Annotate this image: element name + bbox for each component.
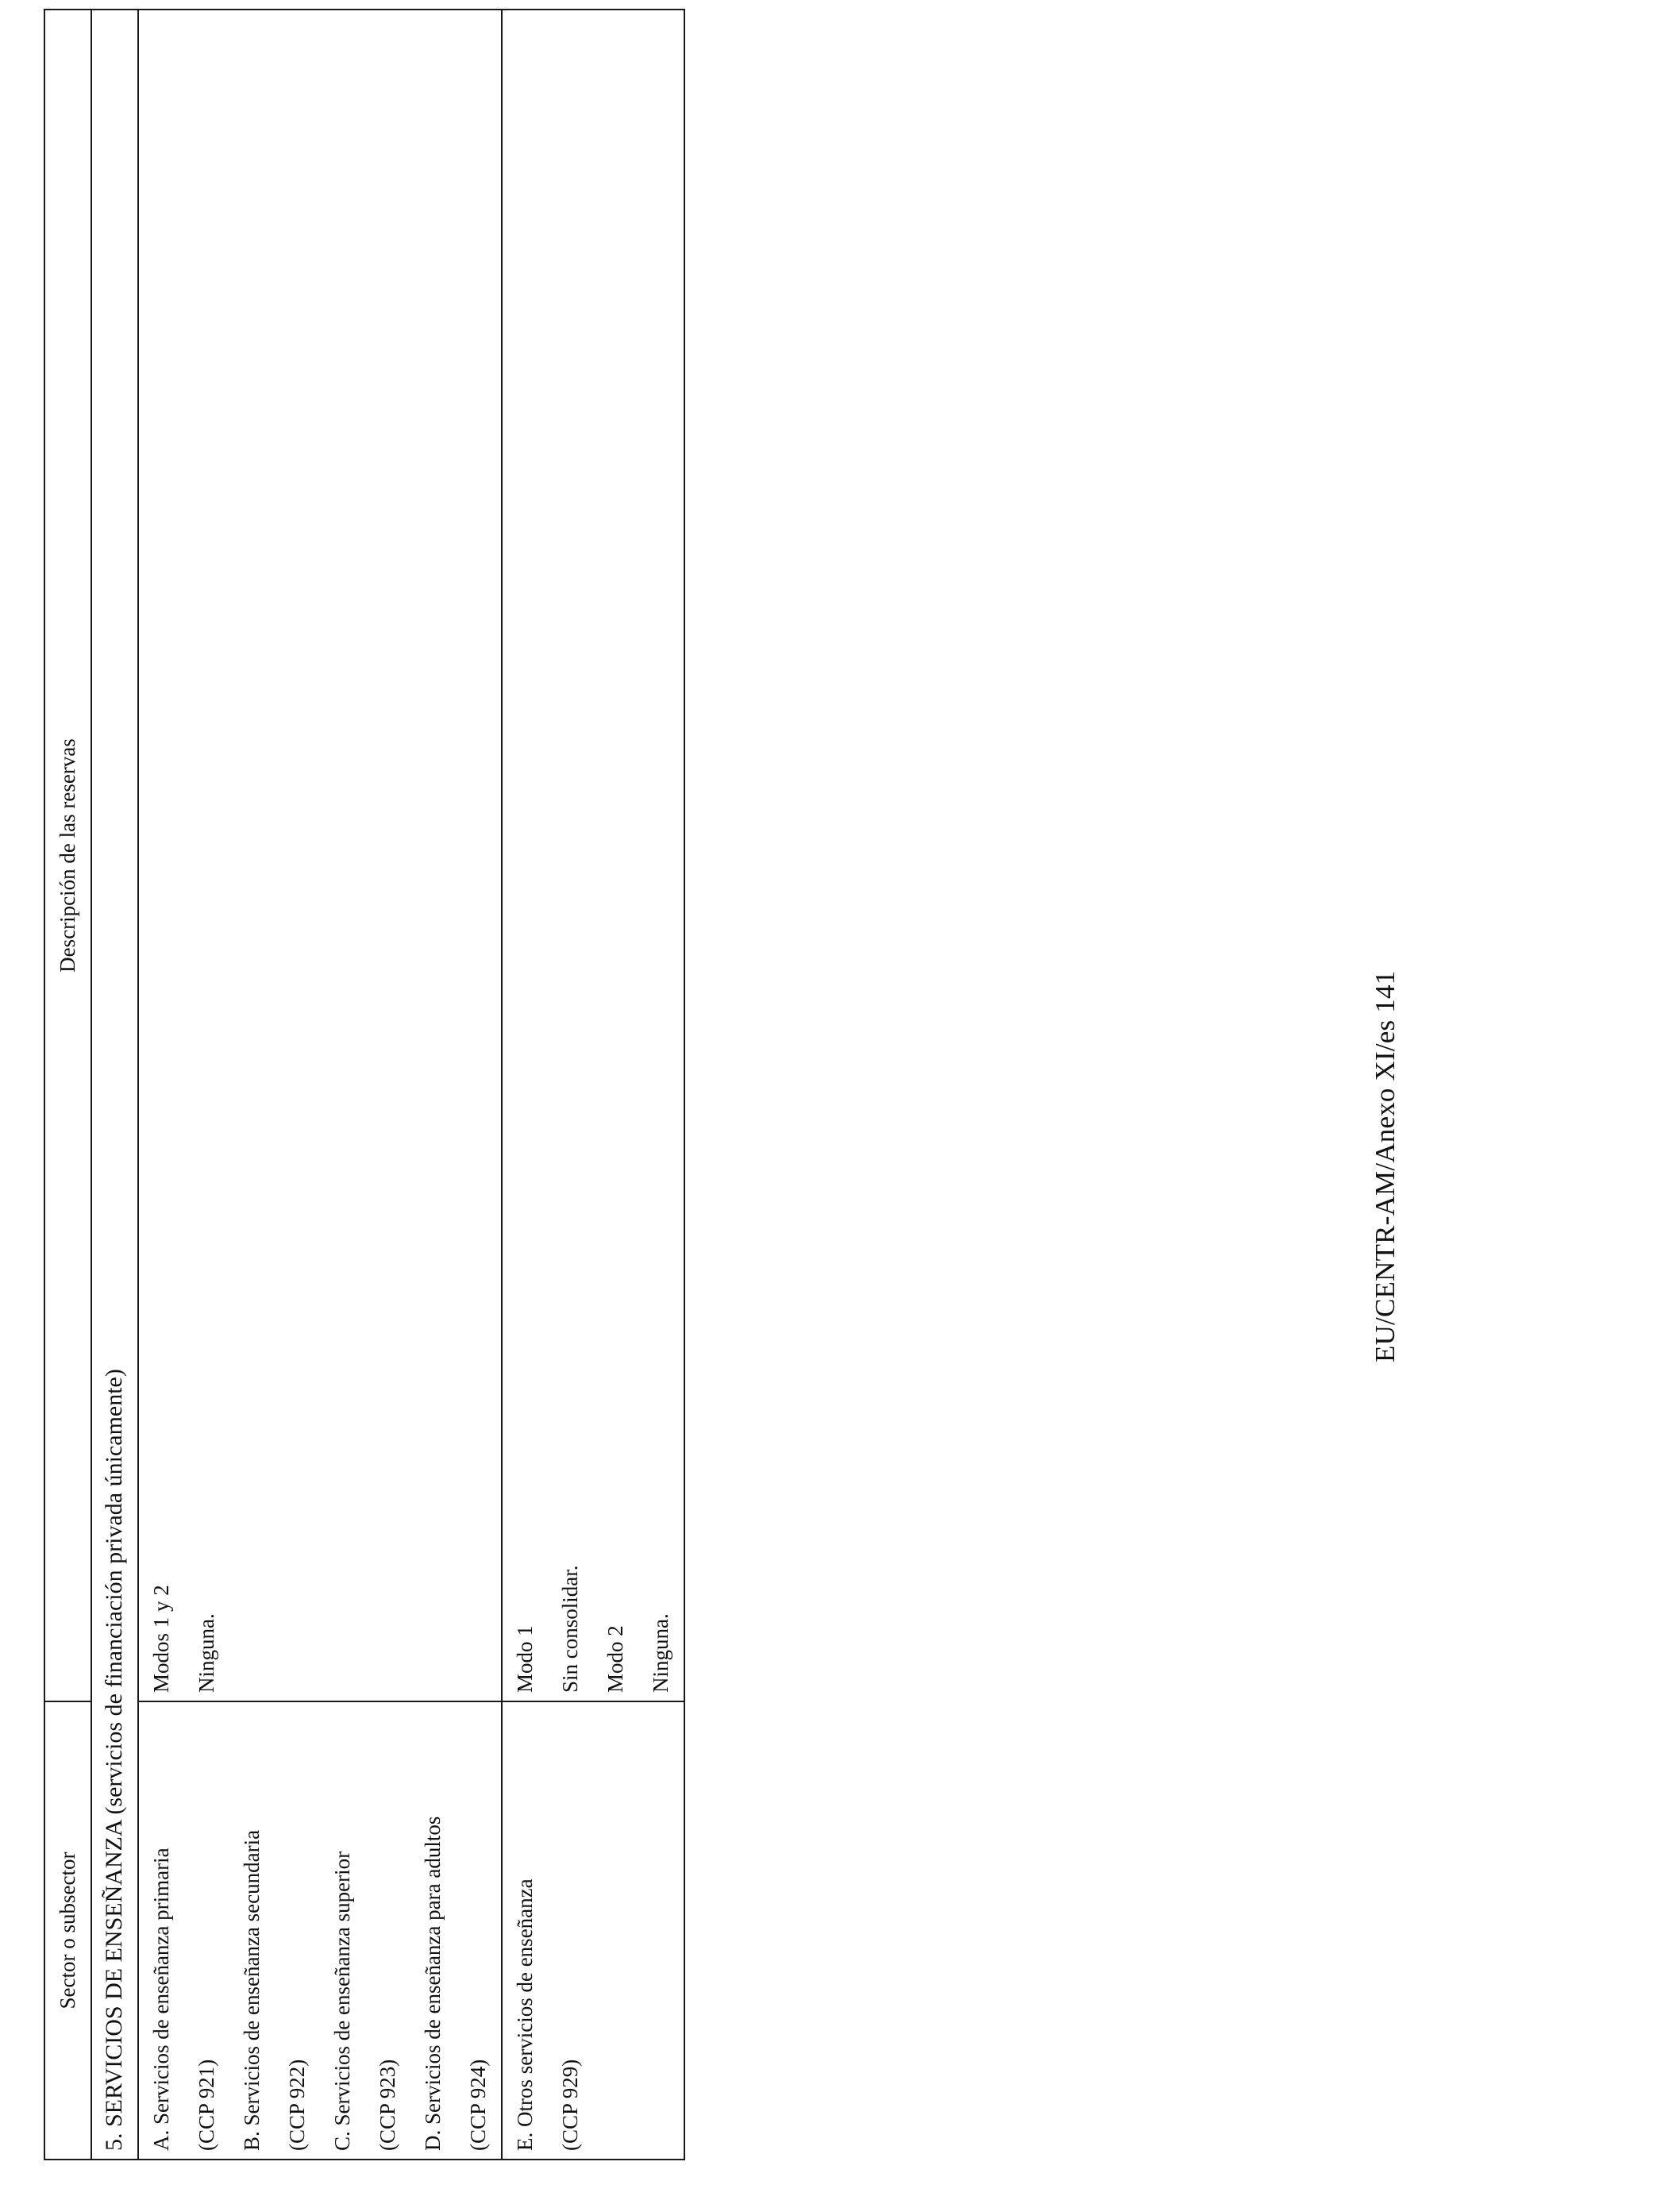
sector-line: A. Servicios de enseñanza primaria bbox=[149, 1848, 173, 2151]
page-footer-reference: EU/CENTR-AM/Anexo XI/es 141 bbox=[1370, 970, 1401, 1362]
table-header-row bbox=[44, 10, 91, 2160]
sector-line: D. Servicios de enseñanza para adultos bbox=[421, 1816, 445, 2151]
sector-line: B. Servicios de enseñanza secundaria bbox=[240, 1829, 264, 2151]
sector-line: (CCP 929) bbox=[558, 2059, 582, 2151]
sector-cell bbox=[502, 1701, 684, 2160]
sector-cell bbox=[138, 1701, 502, 2160]
description-line: Modo 1 bbox=[513, 1625, 537, 1693]
section-row bbox=[91, 10, 138, 2160]
description-line: Ninguna. bbox=[195, 1613, 218, 1693]
table-row bbox=[138, 10, 502, 2160]
sector-line: (CCP 921) bbox=[195, 2059, 218, 2151]
reservations-table bbox=[44, 9, 685, 2160]
sector-line: C. Servicios de enseñanza superior bbox=[330, 1851, 354, 2151]
sector-line: E. Otros servicios de enseñanza bbox=[513, 1878, 537, 2151]
section-title: 5. SERVICIOS DE ENSEÑANZA (servicios de financiación privada únicamente) bbox=[91, 10, 138, 2160]
table-row bbox=[502, 10, 684, 2160]
description-line: Sin consolidar. bbox=[558, 1565, 582, 1693]
description-line: Modo 2 bbox=[603, 1625, 627, 1693]
sector-line: (CCP 923) bbox=[376, 2059, 399, 2151]
sector-line: (CCP 924) bbox=[466, 2059, 490, 2151]
header-description: Descripción de las reservas bbox=[44, 10, 91, 1701]
description-line: Modos 1 y 2 bbox=[149, 1585, 173, 1693]
description-line: Ninguna. bbox=[649, 1613, 672, 1693]
sector-line: (CCP 922) bbox=[285, 2059, 309, 2151]
description-cell bbox=[502, 10, 684, 1701]
description-cell bbox=[138, 10, 502, 1701]
header-sector: Sector o subsector bbox=[44, 1701, 91, 2160]
